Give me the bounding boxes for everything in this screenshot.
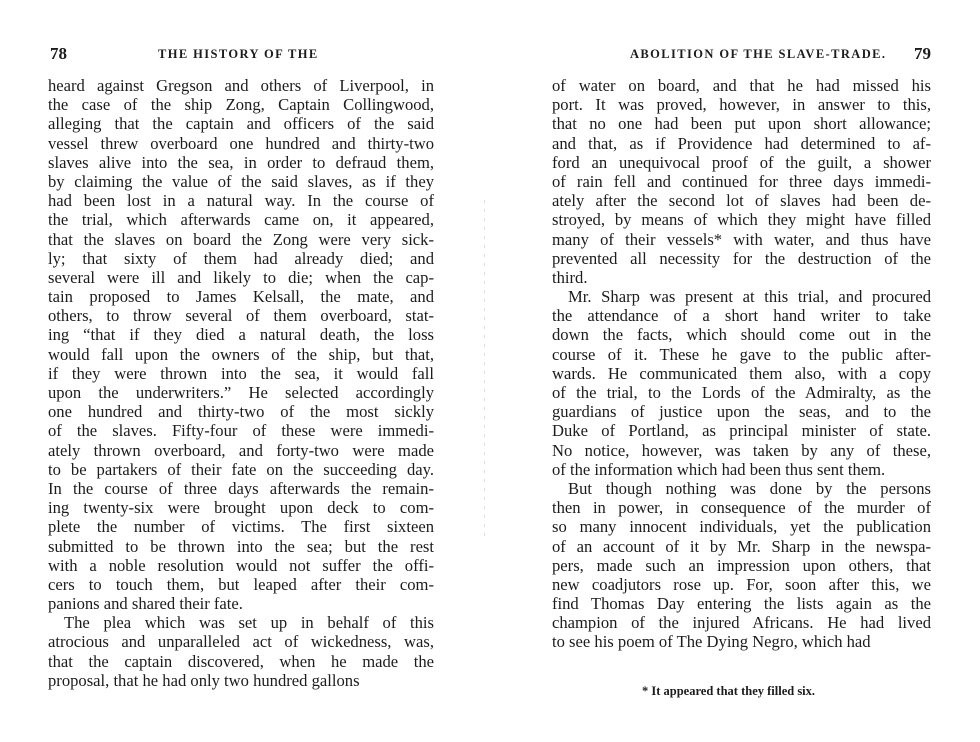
text-line: the trial, which afterwards came on, it appeared, <box>48 210 434 230</box>
text-line: to see his poem of The Dying Negro, which had <box>552 632 871 652</box>
text-line: that the captain discovered, when he made the <box>48 651 434 671</box>
text-line: prevented all necessity for the destruction of the <box>552 248 931 268</box>
text-line: others, to throw several of them overboard, stat- <box>48 306 434 326</box>
text-line: find Thomas Day entering the lists again as the <box>552 594 931 614</box>
text-line: ately thrown overboard, and forty-two were made <box>48 440 434 460</box>
text-line: submitted to be thrown into the sea; but the rest <box>48 536 434 556</box>
text-line: plete the number of victims. The first sixteen <box>48 517 434 537</box>
left-page-number: 78 <box>50 44 67 63</box>
text-line: ing twenty-six were brought upon deck to com- <box>48 498 434 518</box>
right-body-text <box>552 76 931 652</box>
text-line: cers to touch them, but leaped after their com- <box>48 574 434 594</box>
text-line: pers, made such an impression upon others, that <box>552 555 931 575</box>
text-line: champion of the injured Africans. He had lived <box>552 613 931 633</box>
text-line: stroyed, by means of which they might have filled <box>552 210 931 230</box>
text-line: had been lost in a natural way. In the course of <box>48 191 434 211</box>
text-line: and that, as if Providence had determined to af- <box>552 133 931 153</box>
text-line: the attendance of a short hand writer to take <box>552 306 931 326</box>
text-line: panions and shared their fate. <box>48 594 243 614</box>
text-line: The plea which was set up in behalf of this <box>64 613 434 633</box>
text-line: But though nothing was done by the persons <box>568 478 931 498</box>
text-line: ly; that sixty of them had already died; and <box>48 248 434 268</box>
text-line: down the facts, which should come out in the <box>552 325 931 345</box>
text-line: proposal, that he had only two hundred gallons <box>48 670 360 690</box>
text-line: so many innocent individuals, yet the publication <box>552 517 931 537</box>
text-line: upon the underwriters.” He selected accordingly <box>48 383 434 402</box>
text-line: In the course of three days afterwards the remain- <box>48 478 434 498</box>
text-line: ately after the second lot of slaves had been de- <box>552 191 931 211</box>
text-line: several were ill and likely to die; when the cap- <box>48 267 434 287</box>
text-line: many of their vessels* with water, and thus have <box>552 229 931 249</box>
right-page-number: 79 <box>914 44 931 63</box>
text-line: of the slaves. Fifty-four of these were immedi- <box>48 421 434 441</box>
text-line: slaves alive into the sea, in order to defraud them, <box>48 152 434 172</box>
text-line: ing “that if they died a natural death, the loss <box>48 325 434 345</box>
text-line: with a noble resolution would not suffer the offi- <box>48 555 434 575</box>
right-running-head: ABOLITION OF THE SLAVE-TRADE. <box>630 47 887 61</box>
text-line: one hundred and thirty-two of the most sickly <box>48 402 434 422</box>
footnote: * It appeared that they filled six. <box>642 684 816 698</box>
right-page <box>490 0 980 742</box>
text-line: of the trial, to the Lords of the Admiralty, as the <box>552 383 931 402</box>
text-line: of rain fell and continued for three days immedi- <box>552 171 931 191</box>
left-running-head: THE HISTORY OF THE <box>158 47 319 61</box>
text-line: new coadjutors rose up. For, soon after this, we <box>552 574 931 594</box>
text-line: of an account of it by Mr. Sharp in the newspa- <box>552 536 931 556</box>
left-body-text <box>48 76 434 690</box>
text-line: No notice, however, was taken by any of these, <box>552 440 931 460</box>
text-line: tain proposed to James Kelsall, the mate, and <box>48 287 434 307</box>
text-line: the case of the ship Zong, Captain Collingwood, <box>48 95 434 115</box>
text-line: if they were thrown into the sea, it would fall <box>48 363 434 383</box>
text-line: port. It was proved, however, in answer to this, <box>552 95 931 115</box>
text-line: atrocious and unparalleled act of wickedness, was, <box>48 632 434 652</box>
text-line: then in power, in consequence of the murder of <box>552 498 931 518</box>
text-line: wards. He communicated them also, with a copy <box>552 363 931 383</box>
text-line: Duke of Portland, as principal minister of state. <box>552 421 931 441</box>
page-gutter <box>484 200 485 540</box>
text-line: heard against Gregson and others of Liverpool, in <box>48 76 434 95</box>
text-line: third. <box>552 267 588 287</box>
text-line: would fall upon the owners of the ship, but that, <box>48 344 434 364</box>
text-line: vessel threw overboard one hundred and thirty-two <box>48 133 434 153</box>
text-line: Mr. Sharp was present at this trial, and procured <box>568 287 931 307</box>
text-line: that no one had been put upon short allowance; <box>552 114 931 134</box>
text-line: of the information which had been thus sent them. <box>552 459 886 479</box>
text-line: by claiming the value of the said slaves, as if they <box>48 171 434 191</box>
text-line: ford an unequivocal proof of the guilt, a shower <box>552 152 931 172</box>
text-line: course of it. These he gave to the public after- <box>552 344 931 364</box>
text-line: guardians of justice upon the seas, and to the <box>552 402 931 422</box>
text-line: alleging that the captain and officers of the said <box>48 114 434 134</box>
text-line: to be partakers of their fate on the succeeding day. <box>48 459 434 479</box>
text-line: of water on board, and that he had missed his <box>552 76 931 95</box>
text-line: that the slaves on board the Zong were very sick- <box>48 229 434 249</box>
